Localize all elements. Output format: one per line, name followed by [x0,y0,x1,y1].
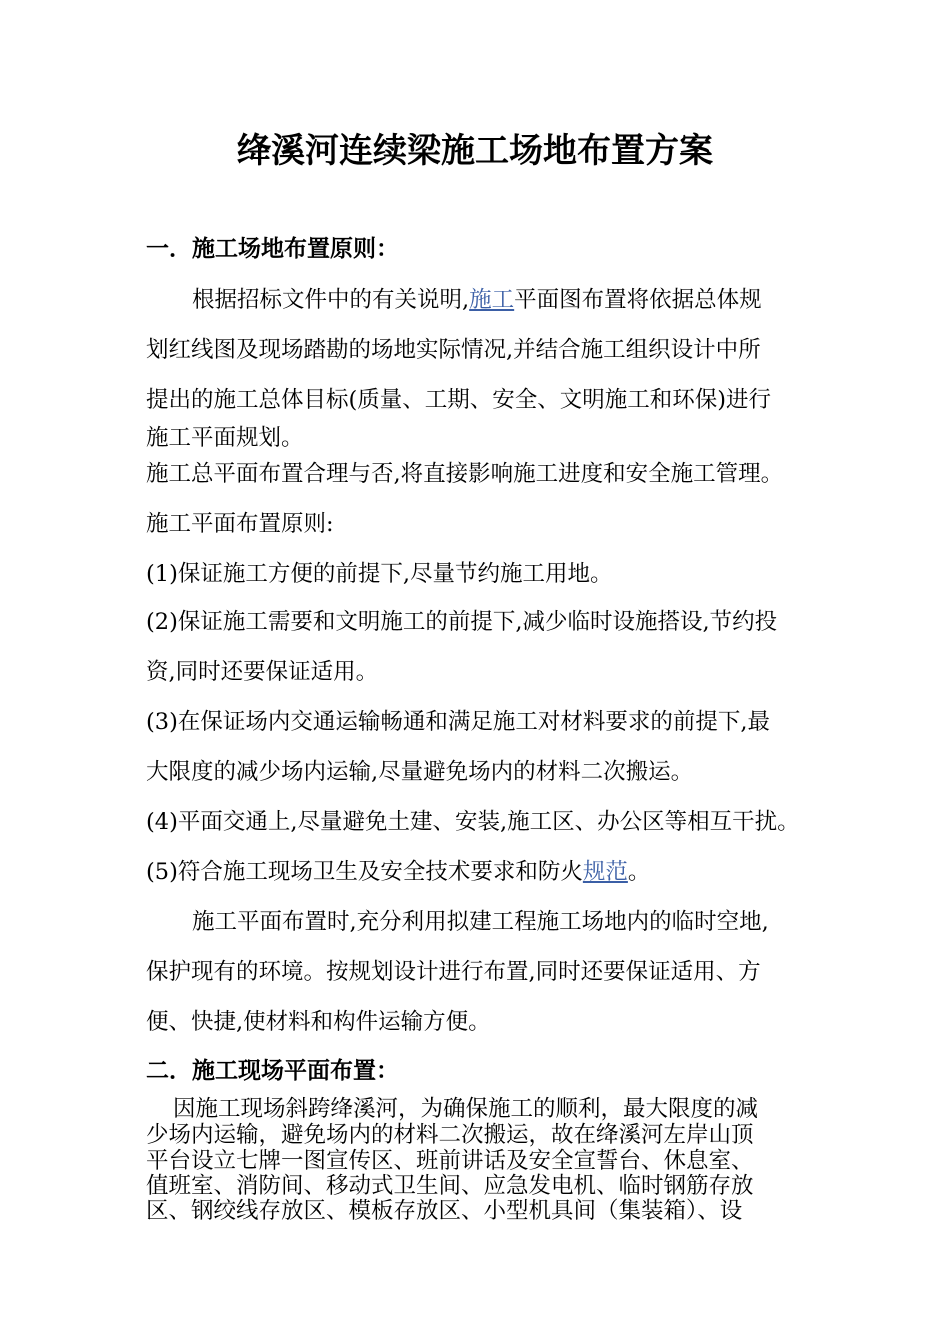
paragraph-4-line-3: 便、快捷,使材料和构件运输方便。 [146,1009,491,1035]
section-2-line-2: 少场内运输，避免场内的材料二次搬运，故在绛溪河左岸山顶 [146,1122,754,1148]
list-item-2-line-2: 资,同时还要保证适用。 [146,659,379,685]
paragraph-1-line-1 [192,284,762,316]
document-title: 绛溪河连续梁施工场地布置方案 [237,131,713,171]
paragraph-1-line-3: 提出的施工总体目标(质量、工期、安全、文明施工和环保)进行 [146,387,772,413]
paragraph-4-line-2: 保护现有的环境。按规划设计进行布置,同时还要保证适用、方 [146,959,761,985]
section-2-line-3: 平台设立七牌一图宣传区、班前讲话及安全宣誓台、休息室、 [146,1148,754,1174]
section-2-line-4: 值班室、消防间、移动式卫生间、应急发电机、临时钢筋存放 [146,1173,754,1199]
paragraph-4-line-1: 施工平面布置时,充分利用拟建工程施工场地内的临时空地, [192,909,769,935]
list-item-3-line-1: (3)在保证场内交通运输畅通和满足施工对材料要求的前提下,最 [146,709,771,735]
list-item-1: (1)保证施工方便的前提下,尽量节约施工用地。 [146,561,613,587]
section-2-line-1: 因施工现场斜跨绛溪河，为确保施工的顺利，最大限度的减 [173,1096,759,1122]
link-shigong[interactable]: 施工 [469,287,515,313]
paragraph-3: 施工平面布置原则: [146,511,334,537]
paragraph-1-line-2: 划红线图及现场踏勘的场地实际情况,并结合施工组织设计中所 [146,337,761,363]
list-item-2-line-1: (2)保证施工需要和文明施工的前提下,减少临时设施搭设,节约投 [146,609,778,635]
section-2-line-5: 区、钢绞线存放区、模板存放区、小型机具间（集装箱）、设 [146,1198,743,1224]
text: (5)符合施工现场卫生及安全技术要求和防火 [146,859,583,885]
list-item-3-line-2: 大限度的减少场内运输,尽量避免场内的材料二次搬运。 [146,759,694,785]
section-1-heading: 一．施工场地布置原则： [146,235,399,262]
text: 根据招标文件中的有关说明, [192,287,470,313]
list-item-5 [146,856,650,888]
list-item-4: (4)平面交通上,尽量避免土建、安装,施工区、办公区等相互干扰。 [146,809,800,835]
text: 。 [627,859,651,885]
paragraph-2: 施工总平面布置合理与否,将直接影响施工进度和安全施工管理。 [146,461,784,487]
paragraph-1-line-4: 施工平面规划。 [146,425,304,451]
section-2-heading: 二．施工现场平面布置： [146,1057,399,1084]
text: 平面图布置将依据总体规 [514,287,762,313]
link-guifan[interactable]: 规范 [582,859,628,885]
